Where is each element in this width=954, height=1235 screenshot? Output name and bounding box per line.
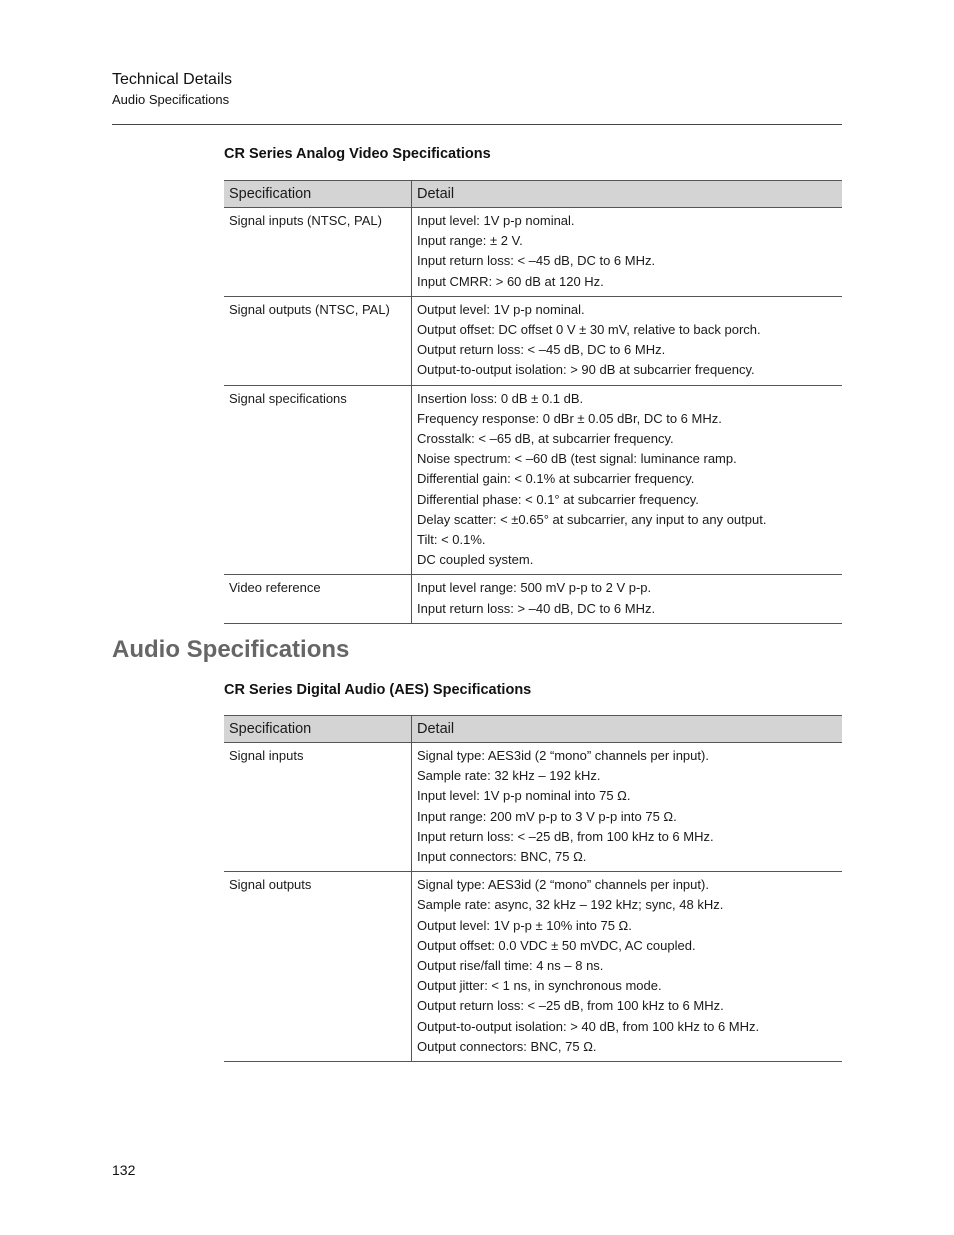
detail-line: Output connectors: BNC, 75 Ω. bbox=[417, 1038, 597, 1054]
section-heading: Audio Specifications bbox=[112, 636, 350, 663]
table-row bbox=[224, 296, 842, 385]
table-row bbox=[224, 743, 842, 872]
detail-line: Input range: ± 2 V. bbox=[417, 233, 523, 249]
chapter-title: Technical Details bbox=[112, 71, 233, 88]
table-header-row bbox=[224, 716, 842, 743]
detail-line: Input level range: 500 mV p-p to 2 V p-p. bbox=[417, 580, 652, 596]
spec-cell: Signal inputs (NTSC, PAL) bbox=[224, 208, 412, 297]
audio-table-caption: CR Series Digital Audio (AES) Specifications bbox=[224, 682, 532, 698]
column-header-detail: Detail bbox=[412, 181, 843, 208]
detail-line: Output rise/fall time: 4 ns – 8 ns. bbox=[417, 958, 604, 974]
detail-line: Noise spectrum: < –60 dB (test signal: luminance ramp. bbox=[417, 451, 737, 467]
detail-cell bbox=[412, 296, 843, 385]
detail-line: Delay scatter: < ±0.65° at subcarrier, any input to any output. bbox=[417, 511, 767, 527]
detail-cell bbox=[412, 385, 843, 575]
detail-line: Output return loss: < –25 dB, from 100 kHz to 6 MHz. bbox=[417, 998, 724, 1014]
detail-line: Output jitter: < 1 ns, in synchronous mode. bbox=[417, 978, 662, 994]
table-row bbox=[224, 872, 842, 1062]
detail-line: Input return loss: > –40 dB, DC to 6 MHz. bbox=[417, 600, 656, 616]
column-header-specification: Specification bbox=[224, 716, 412, 743]
header-divider bbox=[112, 124, 842, 125]
detail-line: Input range: 200 mV p-p to 3 V p-p into 75 Ω. bbox=[417, 808, 677, 824]
detail-line: Differential phase: < 0.1° at subcarrier frequency. bbox=[417, 491, 699, 507]
running-header bbox=[112, 70, 232, 109]
detail-line: Crosstalk: < –65 dB, at subcarrier frequency. bbox=[417, 431, 674, 447]
detail-line: Input level: 1V p-p nominal into 75 Ω. bbox=[417, 788, 631, 804]
detail-line: Tilt: < 0.1%. bbox=[417, 532, 486, 548]
detail-line: Input return loss: < –45 dB, DC to 6 MHz. bbox=[417, 253, 656, 269]
detail-line: Signal type: AES3id (2 “mono” channels per input). bbox=[417, 877, 709, 893]
video-table-body bbox=[224, 208, 842, 624]
detail-line: Differential gain: < 0.1% at subcarrier frequency. bbox=[417, 471, 695, 487]
spec-cell: Signal outputs bbox=[224, 872, 412, 1062]
video-spec-table bbox=[224, 180, 842, 624]
detail-line: Insertion loss: 0 dB ± 0.1 dB. bbox=[417, 390, 584, 406]
video-table-caption: CR Series Analog Video Specifications bbox=[224, 146, 491, 162]
detail-line: Output level: 1V p-p ± 10% into 75 Ω. bbox=[417, 917, 632, 933]
detail-line: Input connectors: BNC, 75 Ω. bbox=[417, 849, 587, 865]
table-row bbox=[224, 575, 842, 623]
detail-line: Output offset: 0.0 VDC ± 50 mVDC, AC coupled. bbox=[417, 937, 696, 953]
table-header-row bbox=[224, 181, 842, 208]
detail-line: Output level: 1V p-p nominal. bbox=[417, 301, 585, 317]
detail-cell bbox=[412, 208, 843, 297]
detail-cell bbox=[412, 743, 843, 872]
detail-line: DC coupled system. bbox=[417, 552, 534, 568]
table-row bbox=[224, 208, 842, 297]
audio-spec-table bbox=[224, 715, 842, 1062]
detail-line: Output offset: DC offset 0 V ± 30 mV, relative to back porch. bbox=[417, 322, 761, 338]
audio-table-body bbox=[224, 743, 842, 1062]
detail-line: Sample rate: async, 32 kHz – 192 kHz; sync, 48 kHz. bbox=[417, 897, 724, 913]
detail-line: Output-to-output isolation: > 40 dB, from 100 kHz to 6 MHz. bbox=[417, 1018, 760, 1034]
detail-cell bbox=[412, 575, 843, 623]
page-number: 132 bbox=[112, 1162, 136, 1178]
column-header-specification: Specification bbox=[224, 181, 412, 208]
detail-line: Input return loss: < –25 dB, from 100 kHz to 6 MHz. bbox=[417, 828, 714, 844]
detail-line: Input CMRR: > 60 dB at 120 Hz. bbox=[417, 273, 604, 289]
detail-line: Sample rate: 32 kHz – 192 kHz. bbox=[417, 768, 601, 784]
spec-cell: Signal outputs (NTSC, PAL) bbox=[224, 296, 412, 385]
detail-line: Signal type: AES3id (2 “mono” channels per input). bbox=[417, 748, 709, 763]
table-row bbox=[224, 385, 842, 575]
column-header-detail: Detail bbox=[412, 716, 843, 743]
detail-line: Frequency response: 0 dBr ± 0.05 dBr, DC to 6 MHz. bbox=[417, 410, 722, 426]
spec-cell: Signal specifications bbox=[224, 385, 412, 575]
spec-cell: Video reference bbox=[224, 575, 412, 623]
detail-line: Output-to-output isolation: > 90 dB at subcarrier frequency. bbox=[417, 362, 755, 378]
detail-cell bbox=[412, 872, 843, 1062]
detail-line: Input level: 1V p-p nominal. bbox=[417, 213, 575, 228]
spec-cell: Signal inputs bbox=[224, 743, 412, 872]
detail-line: Output return loss: < –45 dB, DC to 6 MHz. bbox=[417, 342, 666, 358]
section-title: Audio Specifications bbox=[112, 92, 230, 107]
